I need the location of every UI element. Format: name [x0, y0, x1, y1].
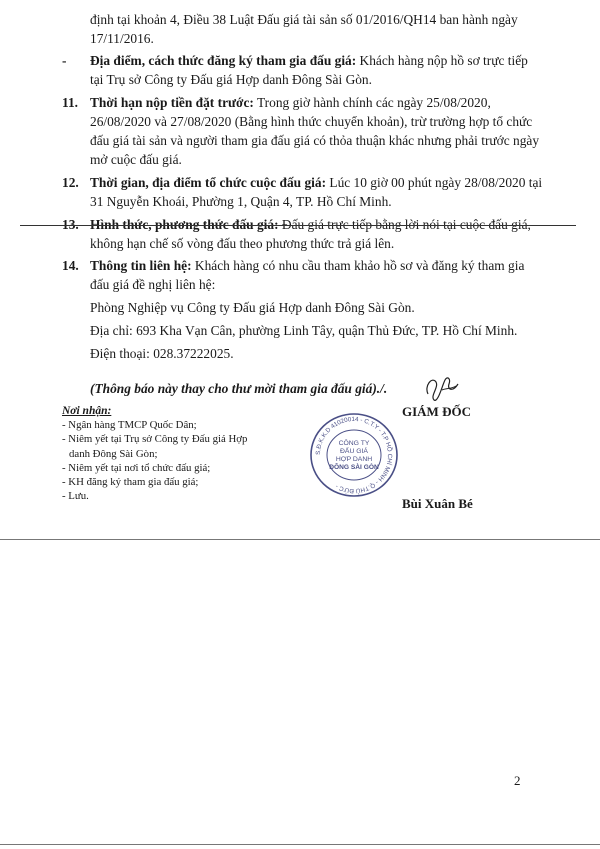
item-12-label: Thời gian, địa điểm tổ chức cuộc đấu giá: — [90, 175, 327, 190]
bullet-line-1 — [90, 53, 528, 69]
item-14-label: Thông tin liên hệ: — [90, 258, 192, 273]
item-12-text: Lúc 10 giờ 00 phút ngày 28/08/2020 tại — [326, 175, 543, 190]
seal-line-4: ĐÔNG SÀI GÒN — [329, 464, 379, 471]
item-11-line-4: mở cuộc đấu giá. — [90, 152, 182, 167]
item-14-line-1 — [90, 258, 524, 274]
divider-rule-bottom — [0, 844, 600, 845]
recipient-item: - Niêm yết tại Trụ sở Công ty Đấu giá Hợp — [62, 433, 248, 446]
item-13-number: 13. — [62, 217, 79, 232]
item-13-text: Đấu giá trực tiếp bằng lời nói tại cuộc đấu giá, — [278, 217, 531, 232]
item-11-label: Thời hạn nộp tiền đặt trước: — [90, 95, 254, 110]
company-seal — [296, 412, 412, 498]
item-11-text: Trong giờ hành chính các ngày 25/08/2020, — [253, 95, 491, 110]
bullet-label: Địa điểm, cách thức đăng ký tham gia đấu giá: — [90, 53, 357, 68]
divider-rule — [0, 539, 600, 540]
item-11-number: 11. — [62, 95, 78, 110]
item-14-number: 14. — [62, 258, 79, 273]
closing-note: (Thông báo này thay cho thư mời tham gia đấu giá)./. — [90, 381, 388, 396]
recipients-block — [62, 404, 247, 503]
intro-line-2: 17/11/2016. — [90, 31, 154, 46]
item-13-label: Hình thức, phương thức đấu giá: — [90, 217, 279, 232]
recipients-title: Nơi nhận: — [62, 405, 112, 417]
contact-phone: Điện thoại: 028.37222025. — [90, 346, 234, 361]
contact-address: Địa chỉ: 693 Kha Vạn Cân, phường Linh Tây, quận Thủ Đức, TP. Hồ Chí Minh. — [90, 323, 518, 338]
item-14-text: Khách hàng có nhu cầu tham khảo hồ sơ và đăng ký tham gia — [191, 258, 525, 273]
item-12-line-1 — [90, 175, 542, 191]
seal-line-2: ĐẤU GIÁ — [340, 448, 368, 455]
intro-line-1: định tại khoản 4, Điều 38 Luật Đấu giá tài sản số 01/2016/QH14 ban hành ngày — [90, 12, 518, 27]
seal-line-3: HỢP DANH — [335, 456, 373, 463]
page-number: 2 — [514, 773, 521, 788]
item-11-line-1 — [90, 95, 491, 111]
item-12-line-2: 31 Nguyễn Khoái, Phường 1, Quận 4, TP. Hồ Chí Minh. — [90, 194, 392, 209]
item-12-number: 12. — [62, 175, 79, 190]
recipient-item: - Niêm yết tại nơi tổ chức đấu giá; — [62, 461, 211, 474]
seal-ring-path: S.Đ.K.K.D 41020014 - C.T.Y - T.P HỒ CHÍ MINH - Q.THỦ ĐỨC - — [314, 415, 394, 495]
bullet-line-2: tại Trụ sở Công ty Đấu giá Hợp danh Đông Sài Gòn. — [90, 72, 372, 87]
signer-title: GIÁM ĐỐC — [402, 404, 471, 419]
bullet-text: Khách hàng nộp hồ sơ trực tiếp — [356, 53, 528, 68]
recipient-item: - Ngân hàng TMCP Quốc Dân; — [62, 419, 197, 432]
seal-line-1: CÔNG TY — [338, 440, 370, 447]
signer-name: Bùi Xuân Bé — [402, 496, 473, 511]
contact-department: Phòng Nghiệp vụ Công ty Đấu giá Hợp danh Đông Sài Gòn. — [90, 300, 415, 315]
strike-through-rule — [20, 225, 576, 226]
handwritten-signature — [420, 372, 464, 406]
item-11-line-3: đấu giá tài sản và người tham gia đấu giá có thỏa thuận khác nhưng phải trước ngày — [90, 133, 540, 148]
item-14-line-2: đấu giá đề nghị liên hệ: — [90, 277, 216, 292]
item-11-line-2: 26/08/2020 và 27/08/2020 (Bằng hình thức chuyển khoản), trừ trường hợp tổ chức — [90, 114, 533, 129]
recipient-item: - Lưu. — [62, 490, 89, 503]
item-13-line-2: không hạn chế số vòng đấu theo phương thức trả giá lên. — [90, 236, 395, 251]
recipient-item: danh Đông Sài Gòn; — [69, 447, 158, 460]
recipient-item: - KH đăng ký tham gia đấu giá; — [62, 476, 199, 489]
bullet-marker: - — [62, 53, 67, 68]
